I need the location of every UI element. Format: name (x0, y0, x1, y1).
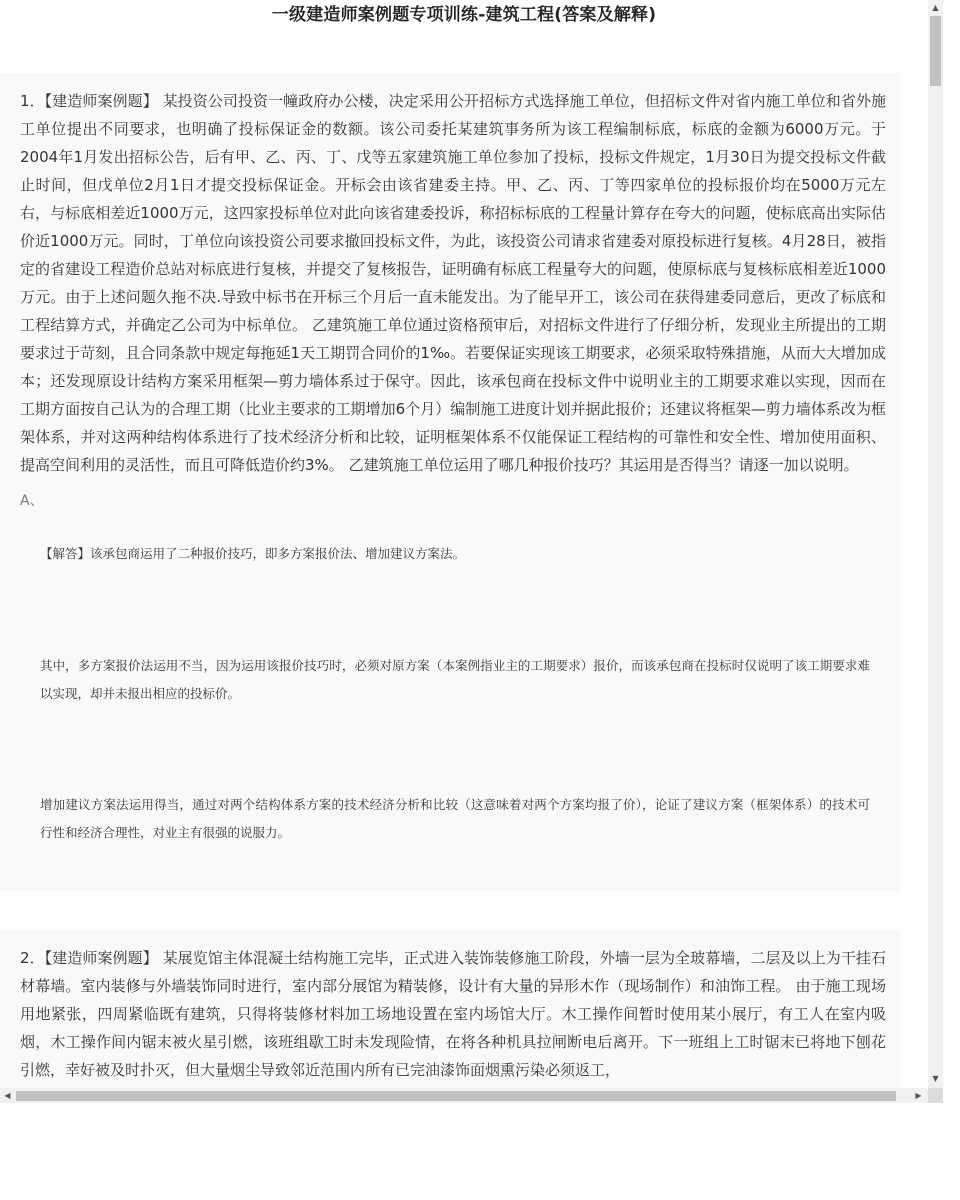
question-text: 2．【建造师案例题】 某展览馆主体混凝土结构施工完毕，正式进入装饰装修施工阶段，外墙一层为全玻幕墙，二层及以上为干挂石材幕墙。室内装修与外墙装饰同时进行，室内部分展馆为精装修，设计有大量的异形木作（现场制作）和油饰工程。 由于施工现场用地紧张，四周紧临既有建筑，只得将装修材料加工场地设置在室内场馆大厅。木工操作间暂时使用某小展厅，有工人在室内吸烟，木工操作间内锯末被火星引燃，该班组歇工时未发现险情，在将各种机具拉闸断电后离开。下一班组上工时锯末已将地下刨花引燃，幸好被及时扑灭，但大量烟尘导致邻近范围内所有已完油漆饰面烟熏污染必须返工， (20, 949, 886, 1079)
answer-paragraph: 其中，多方案报价法运用不当，因为运用该报价技巧时，必须对原方案（本案例指业主的工期要求）报价，而该承包商在投标时仅说明了该工期要求难以实现，却并未报出相应的投标价。 (40, 658, 870, 701)
answer-block (0, 513, 900, 847)
page-title: 一级建造师案例题专项训练-建筑工程(答案及解释) (271, 5, 657, 25)
answer-paragraph: 增加建议方案法运用得当，通过对两个结构体系方案的技术经济分析和比较（这意味着对两个方案均报了价），论证了建议方案（框架体系）的技术可行性和经济合理性，对业主有很强的说服力。 (40, 797, 870, 840)
question-card (0, 73, 900, 891)
scroll-left-arrow-icon[interactable]: ◀ (4, 1091, 11, 1100)
scroll-down-arrow-icon[interactable]: ▼ (932, 1074, 939, 1083)
scroll-up-arrow-icon[interactable]: ▲ (932, 3, 939, 12)
horizontal-scroll-thumb[interactable] (16, 1091, 896, 1101)
scroll-right-arrow-icon[interactable]: ▶ (915, 1091, 922, 1100)
option-a-label: A、 (20, 493, 44, 509)
vertical-scrollbar[interactable] (928, 0, 943, 1088)
question-text: 1．【建造师案例题】 某投资公司投资一幢政府办公楼，决定采用公开招标方式选择施工单位，但招标文件对省内施工单位和省外施工单位提出不同要求，也明确了投标保证金的数额。该公司委托某建筑事务所为该工程编制标底，标底的金额为6000万元。于2004年1月发出招标公告，后有甲、乙、丙、丁、戊等五家建筑施工单位参加了投标，投标文件规定，1月30日为提交投标文件截止时间，但戊单位2月1日才提交投标保证金。开标会由该省建委主持。甲、乙、丙、丁等四家单位的投标报价均在5000万元左右，与标底相差近1000万元，这四家投标单位对此向该省建委投诉，称招标标底的工程量计算存在夸大的问题，使标底高出实际估价近1000万元。同时，丁单位向该投资公司要求撤回投标文件，为此，该投资公司请求省建委对原投标进行复核。4月28日，被指定的省建设工程造价总站对标底进行复核，并提交了复核报告，证明确有标底工程量夸大的问题，使原标底与复核标底相差近1000万元。由于上述问题久拖不决.导致中标书在开标三个月后一直未能发出。为了能早开工，该公司在获得建委同意后，更改了标底和工程结算方式，并确定乙公司为中标单位。 乙建筑施工单位通过资格预审后，对招标文件进行了仔细分析，发现业主所提出的工期要求过于苛刻，且合同条款中规定每拖延1天工期罚合同价的1‰。若要保证实现该工期要求，必须采取特殊措施，从而大大增加成本；还发现原设计结构方案采用框架—剪力墙体系过于保守。因此，该承包商在投标文件中说明业主的工期要求难以实现，因而在工期方面按自己认为的合理工期（比业主要求的工期增加6个月）编制施工进度计划并据此报价；还建议将框架—剪力墙体系改为框架体系，并对这两种结构体系进行了技术经济分析和比较，证明框架体系不仅能保证工程结构的可靠性和安全性、增加使用面积、提高空间利用的灵活性，而且可降低造价约3%。 乙建筑施工单位运用了哪几种报价技巧？其运用是否得当？请逐一加以说明。 (20, 92, 886, 474)
question-card (0, 930, 900, 1088)
vertical-scroll-thumb[interactable] (930, 16, 941, 86)
answer-paragraph: 【解答】该承包商运用了二种报价技巧，即多方案报价法、增加建议方案法。 (40, 546, 466, 561)
horizontal-scrollbar[interactable] (0, 1088, 928, 1103)
scrollbar-corner (928, 1088, 943, 1103)
